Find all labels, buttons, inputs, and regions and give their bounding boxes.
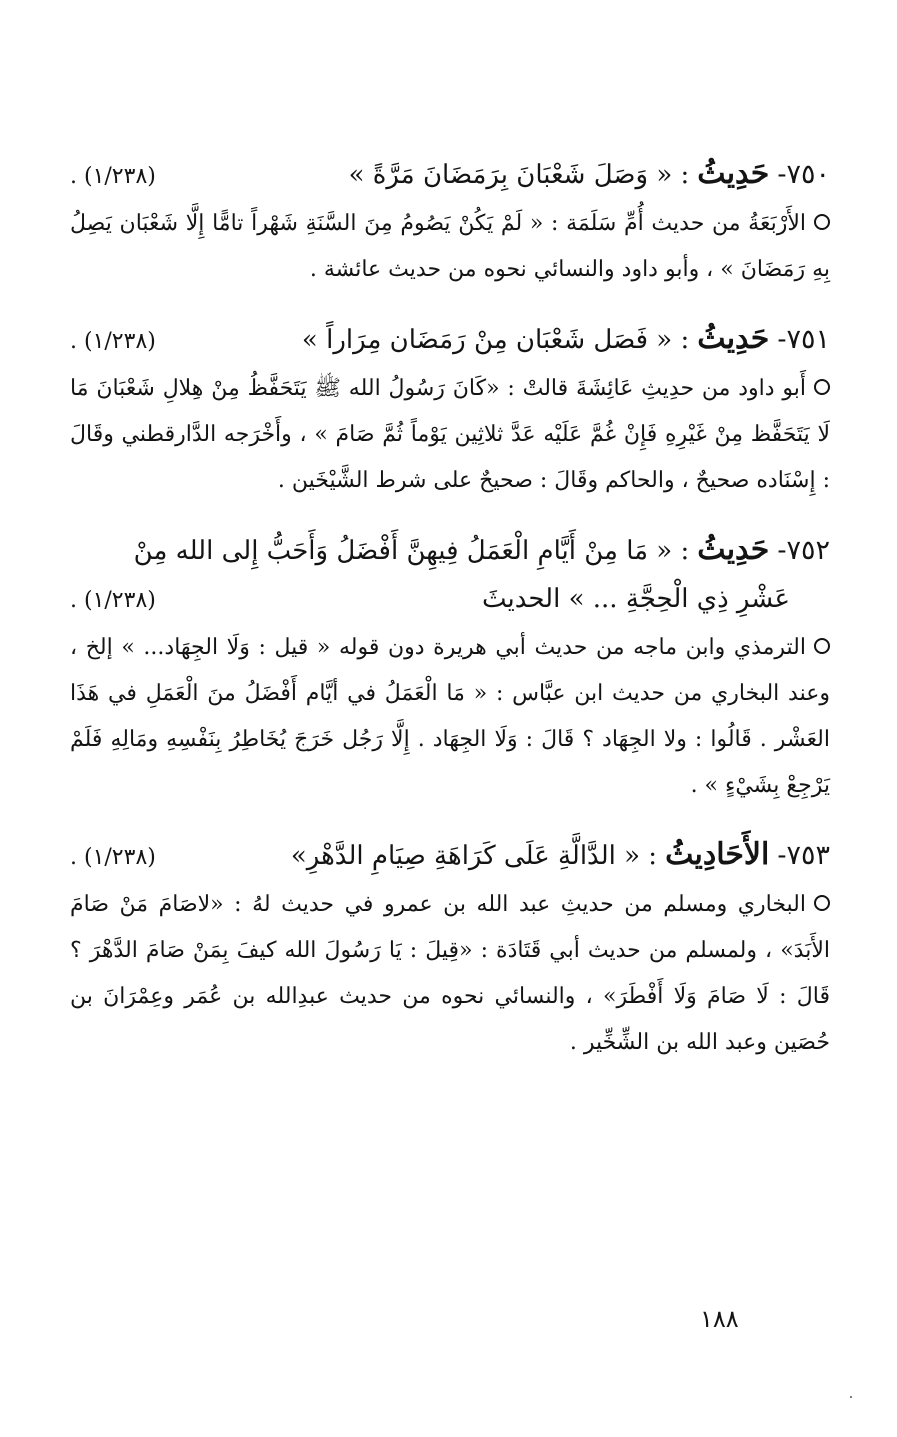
page-number: ١٨٨ (700, 1305, 739, 1333)
entry-body (70, 366, 830, 504)
entry-heading-main (302, 315, 830, 364)
hadith-entry-753 (70, 831, 830, 1066)
entry-heading-continuation (70, 575, 830, 625)
entry-keyword: الأَحَادِيثُ (665, 837, 770, 872)
entry-heading (70, 831, 830, 882)
decorative-speck (850, 1396, 852, 1398)
entry-heading (70, 315, 830, 366)
entry-heading (70, 150, 830, 201)
entry-heading-main (134, 526, 830, 575)
entry-keyword: حَدِيثُ (697, 532, 770, 567)
entry-number: ٧٥٣- (777, 840, 830, 871)
entry-body-text: الترمذي وابن ماجه من حديث أبي هريرة دون قوله « قيل : وَلَا الجِهَاد... » إلخ ، وعند البخاري من حديث ابن عبَّاس : « مَا الْعَمَلُ في أيَّام أَفْضَلُ منَ الْعَمَلِ في هَذَا العَشْر . قَالُوا : ولا الجِهَاد ؟ قَالَ : وَلَا الجِهَاد . إِلَّا رَجُل خَرَجَ يُخَاطِرُ بِنَفْسِهِ ومَالِهِ فَلَمْ يَرْجِعْ بِشَيْءٍ » . (70, 635, 830, 798)
circle-bullet-icon (814, 638, 830, 654)
entry-heading-main (291, 831, 830, 880)
hadith-entry-750 (70, 150, 830, 293)
entry-heading (70, 526, 830, 575)
entry-body (70, 201, 830, 293)
entry-title-continuation: عَشْرِ ذِي الْحِجَّةِ ... » الحديثَ (481, 584, 790, 614)
entry-body (70, 882, 830, 1066)
hadith-entry-752 (70, 526, 830, 809)
entry-reference: (١/٢٣٨) . (70, 845, 156, 870)
hadith-entry-751 (70, 315, 830, 504)
entry-title: : « مَا مِنْ أَيَّامِ الْعَمَلُ فِيهِنَّ أَفْضَلُ وَأَحَبُّ إِلى الله مِنْ (133, 536, 690, 566)
entry-reference: (١/٢٣٨) . (70, 329, 156, 354)
page-content (70, 150, 830, 1088)
entry-number: ٧٥١- (777, 324, 830, 355)
entry-number: ٧٥٢- (777, 535, 830, 566)
entry-title: : « فَصَل شَعْبَان مِنْ رَمَضَان مِرَاراً » (301, 325, 690, 355)
entry-body-text: الأَرْبَعَةُ من حديث أُمِّ سَلَمَة : « لَمْ يَكُنْ يَصُومُ مِنَ السَّنَةِ شَهْراً تامًّا إِلَّا شَعْبَان يَصِلُ بِهِ رَمَضَانَ » ، وأبو داود والنسائي نحوه من حديث عائشة . (70, 211, 830, 282)
circle-bullet-icon (814, 214, 830, 230)
entry-body-text: أَبو داود من حدِيثِ عَائِشَةَ قالتْ : «كَانَ رَسُولُ الله ﷺ يَتَحَفَّظُ مِنْ هِلالِ شَعْبَانَ مَا لَا يَتَحَفَّظ مِنْ غَيْرِهِ فَإِنْ غُمَّ عَلَيْه عَدَّ ثلاثِين يَوْماً ثُمَّ صَامَ » ، وأَخْرَجه الدَّارقطني وقَالَ : إِسْنَاده صحيحٌ ، والحاكم وقَالَ : صحيحٌ على شرط الشَّيْخَين . (70, 376, 830, 493)
entry-keyword: حَدِيثُ (697, 321, 770, 356)
entry-keyword: حَدِيثُ (697, 156, 770, 191)
entry-number: ٧٥٠- (777, 159, 830, 190)
entry-title: : « وَصَلَ شَعْبَانَ بِرَمَضَانَ مَرَّةً » (348, 160, 690, 190)
entry-reference: (١/٢٣٨) . (70, 588, 156, 613)
entry-heading-main (349, 150, 830, 199)
entry-reference: (١/٢٣٨) . (70, 164, 156, 189)
entry-title: : « الدَّالَّةِ عَلَى كَرَاهَةِ صِيَامِ الدَّهْرِ» (290, 841, 658, 871)
entry-body-text: البخاري ومسلم من حديثِ عبد الله بن عمرو في حديث لهُ : «لاصَامَ مَنْ صَامَ الأَبَدَ» ، ولمسلم من حديث أبي قَتَادَة : «قِيلَ : يَا رَسُولَ الله كيفَ بِمَنْ صَامَ الدَّهْرَ ؟ قَالَ : لَا صَامَ وَلَا أَفْطَرَ» ، والنسائي نحوه من حديث عبدِالله بن عُمَر وعِمْرَانَ بن حُصَين وعبد الله بن الشِّخِّير . (70, 892, 830, 1055)
circle-bullet-icon (814, 379, 830, 395)
entry-body (70, 625, 830, 809)
circle-bullet-icon (814, 895, 830, 911)
